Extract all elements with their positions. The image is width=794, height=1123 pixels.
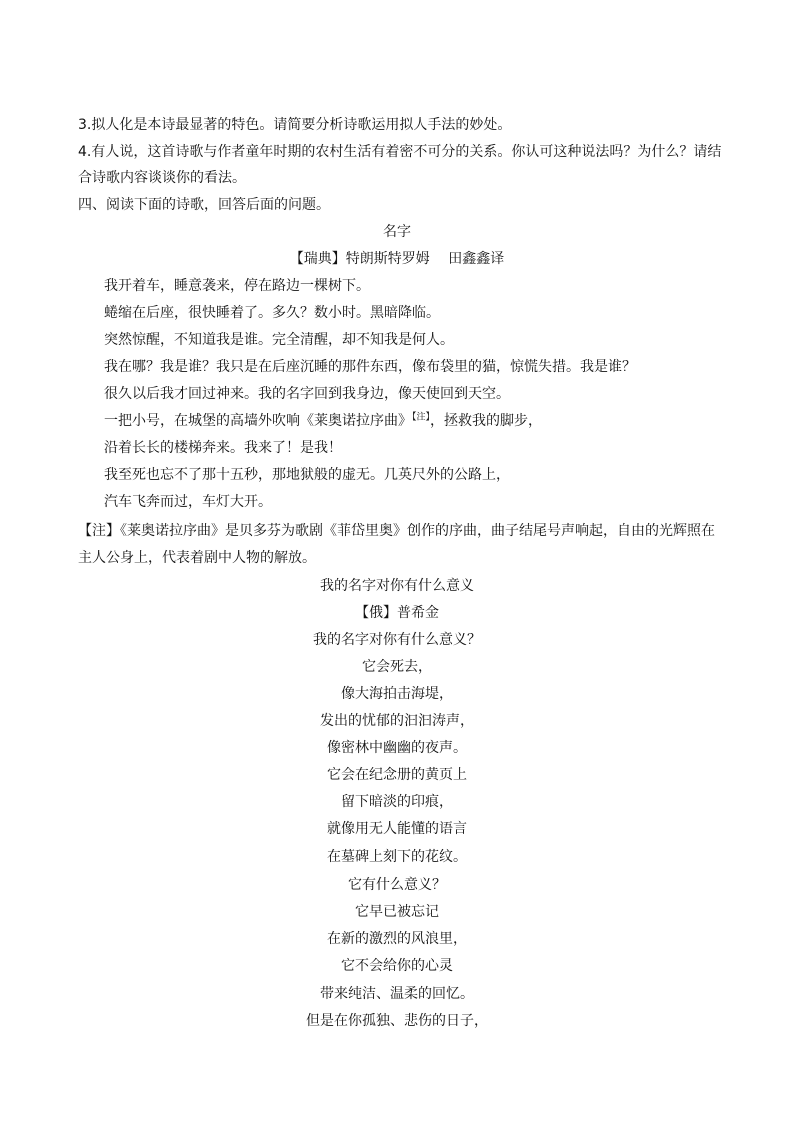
poem1-line: 沿着长长的楼梯奔来。我来了！是我！ bbox=[104, 440, 342, 456]
section-heading: 四、阅读下面的诗歌，回答后面的问题。 bbox=[78, 197, 330, 213]
poem2-line: 它会死去， bbox=[362, 659, 432, 675]
poem2-line: 它会在纪念册的黄页上 bbox=[327, 767, 467, 783]
poem2-line: 在新的激烈的风浪里， bbox=[327, 931, 467, 947]
poem2-line: 在墓碑上刻下的花纹。 bbox=[327, 849, 467, 865]
poem2-line: 它不会给你的心灵 bbox=[341, 958, 453, 974]
poem1-author: 【瑞典】特朗斯特罗姆 田鑫鑫译 bbox=[289, 251, 505, 267]
poem2-line: 留下暗淡的印痕， bbox=[341, 794, 453, 810]
poem1-line: 很久以后我才回过神来。我的名字回到我身边，像天使回到天空。 bbox=[104, 386, 510, 402]
poem2-line: 我的名字对你有什么意义？ bbox=[313, 632, 481, 648]
poem1-title: 名字 bbox=[383, 224, 411, 240]
question-3: 3.拟人化是本诗最显著的特色。请简要分析诗歌运用拟人手法的妙处。 bbox=[78, 117, 512, 133]
poem1-line: 蜷缩在后座，很快睡着了。多久？数小时。黑暗降临。 bbox=[104, 305, 440, 321]
poem2-line: 但是在你孤独、悲伤的日子， bbox=[306, 1013, 488, 1029]
note-marker: 【注】 bbox=[412, 412, 431, 423]
poem2-line: 发出的忧郁的汩汩涛声， bbox=[320, 713, 474, 729]
poem1-note-line-1: 【注】《莱奥诺拉序曲》是贝多芬为歌剧《菲岱里奥》创作的序曲，曲子结尾号声响起，自由的光辉照在 bbox=[78, 523, 715, 539]
poem1-line bbox=[104, 412, 754, 430]
poem2-line: 它早已被忘记 bbox=[355, 904, 439, 920]
poem2-line: 像密林中幽幽的夜声。 bbox=[327, 740, 467, 756]
question-4-line-2: 合诗歌内容谈谈你的看法。 bbox=[78, 170, 246, 186]
poem2-title: 我的名字对你有什么意义 bbox=[320, 578, 474, 594]
poem2-line: 带来纯洁、温柔的回忆。 bbox=[320, 986, 474, 1002]
poem1-line: 我在哪？我是谁？我只是在后座沉睡的那件东西，像布袋里的猫，惊慌失措。我是谁？ bbox=[104, 359, 636, 375]
poem2-line: 它有什么意义？ bbox=[348, 877, 446, 893]
poem1-line: 汽车飞奔而过，车灯大开。 bbox=[104, 494, 272, 510]
poem1-note-line-2: 主人公身上，代表着剧中人物的解放。 bbox=[78, 550, 316, 566]
poem2-author: 【俄】普希金 bbox=[355, 605, 439, 621]
poem1-line: 我开着车，睡意袭来，停在路边一棵树下。 bbox=[104, 278, 370, 294]
poem1-line: 我至死也忘不了那十五秒，那地狱般的虚无。几英尺外的公路上， bbox=[104, 467, 510, 483]
poem1-line-text: 一把小号，在城堡的高墙外吹响《莱奥诺拉序曲》 bbox=[104, 413, 412, 429]
question-4-line-1: 4.有人说，这首诗歌与作者童年时期的农村生活有着密不可分的关系。你认可这种说法吗？为什么？请结 bbox=[78, 144, 722, 160]
poem1-line: 突然惊醒，不知道我是谁。完全清醒，却不知我是何人。 bbox=[104, 332, 454, 348]
poem1-line-text-cont: ，拯救我的脚步， bbox=[430, 413, 543, 429]
poem2-line: 像大海拍击海堤， bbox=[341, 686, 453, 702]
poem2-line: 就像用无人能懂的语言 bbox=[327, 821, 467, 837]
